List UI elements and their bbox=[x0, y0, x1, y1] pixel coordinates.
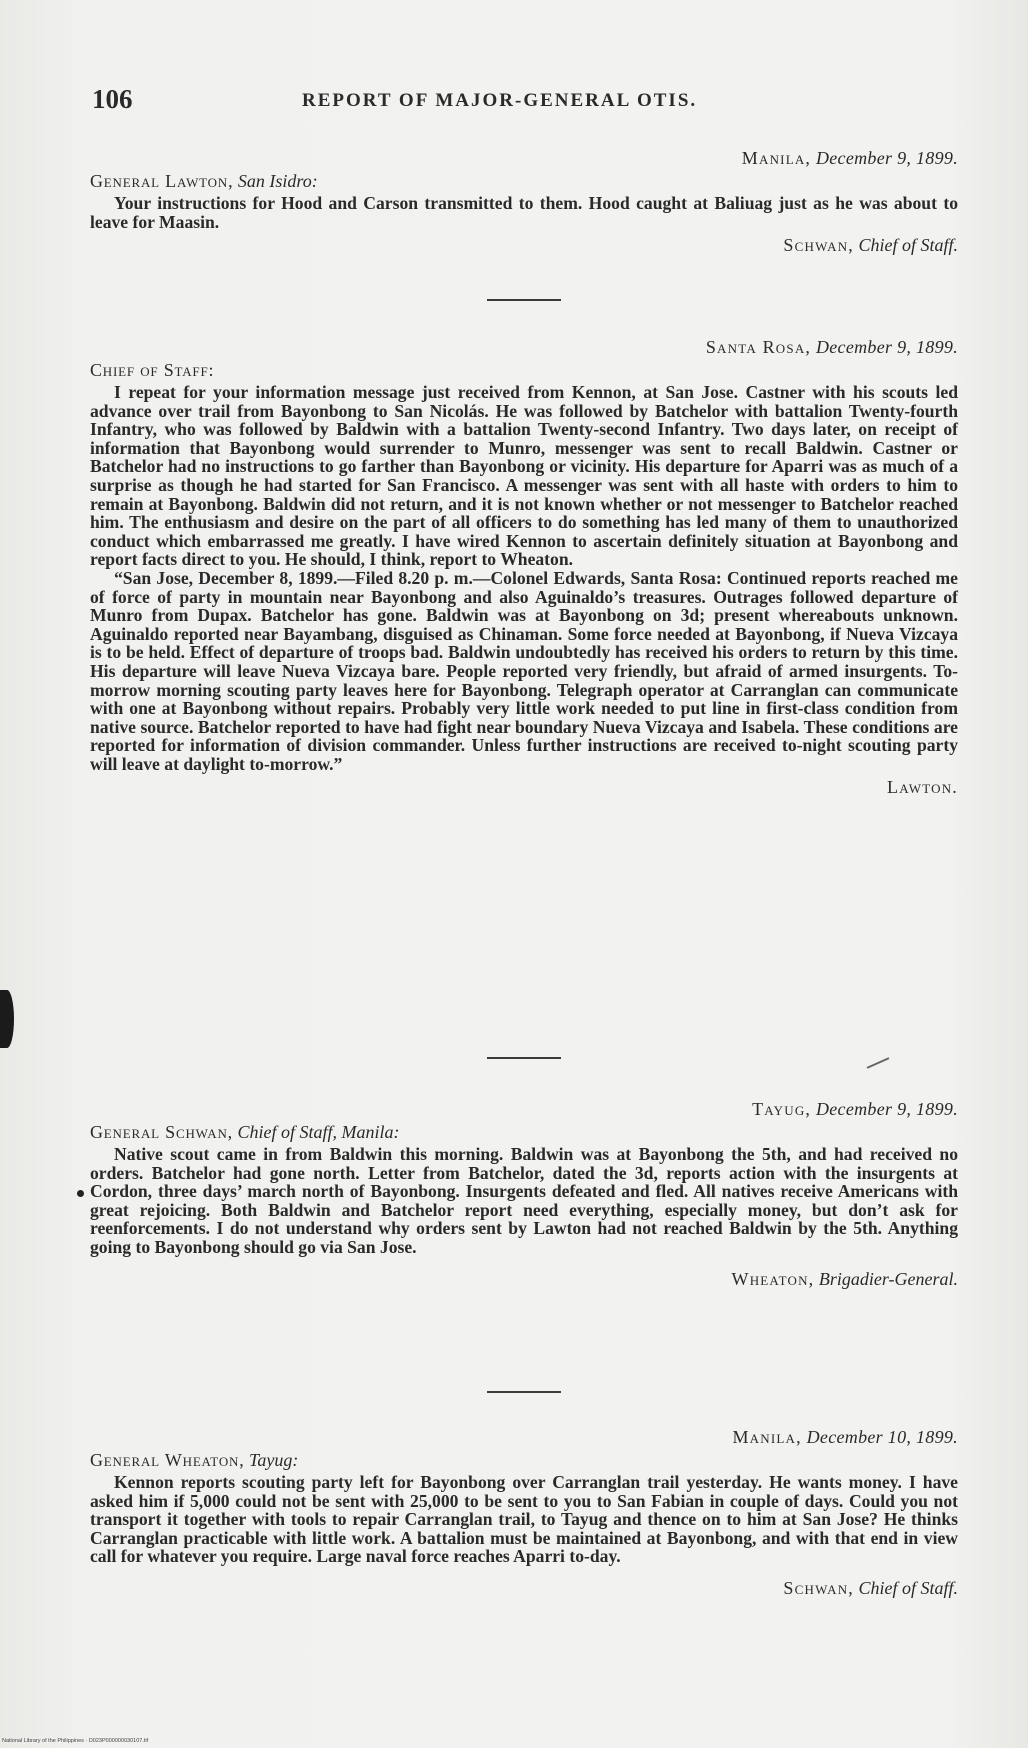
addressee-name: General Wheaton, bbox=[90, 1450, 245, 1470]
signature-title: Brigadier-General. bbox=[818, 1268, 958, 1289]
addressee-location: Tayug: bbox=[249, 1450, 299, 1470]
dateline-place: Manila, bbox=[732, 1427, 802, 1447]
dateline-place: Santa Rosa, bbox=[705, 337, 812, 357]
signature bbox=[90, 1578, 958, 1599]
divider bbox=[487, 299, 561, 301]
signature-name: Schwan, bbox=[783, 1577, 854, 1598]
message-3 bbox=[90, 1099, 958, 1290]
divider bbox=[487, 1057, 561, 1059]
dateline bbox=[90, 148, 958, 169]
signature-name: Schwan, bbox=[783, 235, 854, 256]
addressee bbox=[90, 1450, 958, 1471]
addressee-name: General Lawton, bbox=[90, 171, 234, 191]
dateline-date: December 9, 1899. bbox=[815, 148, 958, 168]
running-head: REPORT OF MAJOR-GENERAL OTIS. bbox=[302, 90, 698, 111]
section-rule bbox=[90, 1057, 958, 1059]
divider bbox=[487, 1391, 561, 1393]
addressee-name: General Schwan, bbox=[90, 1122, 233, 1142]
dateline-place: Manila, bbox=[741, 148, 812, 168]
message-2 bbox=[90, 337, 958, 798]
dateline bbox=[90, 337, 958, 358]
section-rule bbox=[90, 299, 958, 301]
addressee-name: Chief of Staff: bbox=[90, 360, 215, 380]
addressee bbox=[90, 171, 958, 192]
addressee-location: Chief of Staff, Manila: bbox=[237, 1122, 400, 1142]
signature bbox=[90, 235, 958, 256]
dateline bbox=[90, 1427, 958, 1448]
paragraph: I repeat for your information message just received from Kennon, at San Jose. Castner with his scouts led advance over trail from Bayonbong to San Nicolás. He was followed by Batchelor with battalion Twenty-fourth Infantry, who was followed by Baldwin with a battalion Twenty-second Infantry. Two days later, on receipt of information that Bayonbong would surrender to Munro, messenger was sent to recall Baldwin. Castner or Batchelor had no instructions to go farther than Bayonbong or vicinity. His departure for Aparri was as much of a surprise as though he had started for San Francisco. A messenger was sent with all haste with orders to him to remain at Bayonbong. Baldwin did not return, and it is not known whether or not messenger to Batchelor reached him. The enthusiasm and desire on the part of all officers to do something has led many of them to unauthorized conduct which embarrassed me greatly. I have wired Kennon to ascertain definitely situation at Bayonbong and report facts direct to you. He should, I think, report to Wheaton. bbox=[90, 382, 958, 570]
message-body bbox=[90, 1145, 958, 1257]
dateline-place: Tayug, bbox=[752, 1099, 812, 1119]
paragraph: Kennon reports scouting party left for Bayonbong over Carranglan trail yesterday. He wants money. I have asked him if 5,000 could not be sent with 25,000 to be sent to you to San Fabian in couple of days. Could you not transport it together with tools to repair Carranglan trail, to Tayug and thence on to him at San Jose? He thinks Carranglan practicable with little work. A battalion must be maintained at Bayonbong, and with that end in view call for whatever you require. Large naval force reaches Aparri to-day. bbox=[90, 1472, 958, 1567]
ink-dot bbox=[77, 1190, 84, 1197]
section-rule bbox=[90, 1391, 958, 1393]
message-1 bbox=[90, 148, 958, 256]
dateline-date: December 9, 1899. bbox=[815, 1099, 958, 1119]
message-body bbox=[90, 194, 958, 231]
signature-name: Wheaton, bbox=[731, 1268, 815, 1289]
dateline bbox=[90, 1099, 958, 1120]
paragraph: “San Jose, December 8, 1899.—Filed 8.20 p. m.—Colonel Edwards, Santa Rosa: Continued reports reached me of force of party in mountain near Bayonbong and also Aguinaldo’s treasures. Outrages followed departure of Munro from Dupax. Batchelor has gone. Baldwin was at Bayonbong on 3d; present whereabouts unknown. Aguinaldo reported near Bayambang, disguised as Chinaman. Some force needed at Bayonbong, if Nueva Vizcaya is to be held. Effect of departure of troops bad. Baldwin undoubtedly has received his orders to return by this time. His departure will leave Nueva Vizcaya bare. People reported very friendly, but afraid of armed insurgents. To-morrow morning scouting party leaves here for Bayonbong. Telegraph operator at Carranglan can communicate with one at Bayonbong without repairs. Probably very little work needed to put line in first-class condition from native source. Batchelor reported to have had fight near boundary Nueva Vizcaya and Isabela. These conditions are reported for information of division commander. Unless further instructions are received to-night scouting party will leave at daylight to-morrow.” bbox=[90, 567, 958, 774]
signature bbox=[90, 777, 958, 798]
message-body bbox=[90, 1473, 958, 1566]
dateline-date: December 9, 1899. bbox=[815, 337, 958, 357]
dateline-date: December 10, 1899. bbox=[806, 1427, 958, 1447]
signature-name: Lawton. bbox=[887, 777, 958, 798]
signature-title: Chief of Staff. bbox=[858, 235, 958, 256]
signature-title: Chief of Staff. bbox=[858, 1577, 958, 1598]
paragraph: Your instructions for Hood and Carson transmitted to them. Hood caught at Baliuag just as he was about to leave for Maasin. bbox=[90, 193, 958, 232]
signature bbox=[90, 1269, 958, 1290]
scan-artifact bbox=[0, 990, 14, 1048]
addressee-location: San Isidro: bbox=[237, 171, 318, 191]
scan-footer: National Library of the Philippines · D023P000000030107.tif bbox=[2, 1738, 149, 1744]
message-body bbox=[90, 383, 958, 773]
message-4 bbox=[90, 1427, 958, 1599]
page-number: 106 bbox=[92, 84, 133, 114]
addressee bbox=[90, 1122, 958, 1143]
page-header bbox=[92, 84, 952, 120]
addressee bbox=[90, 360, 958, 381]
paragraph: Native scout came in from Baldwin this morning. Baldwin was at Bayonbong the 5th, and had received no orders. Batchelor had gone north. Letter from Batchelor, dated the 3d, reports action with the insurgents at Cordon, three days’ march north of Bayonbong. Insurgents defeated and fled. All natives receive Americans with great rejoicing. Both Baldwin and Batchelor report need everything, especially money, but don’t ask for reenforcements. I do not understand why orders sent by Lawton had not reached Baldwin by the 5th. Anything going to Bayonbong should go via San Jose. bbox=[90, 1144, 958, 1257]
